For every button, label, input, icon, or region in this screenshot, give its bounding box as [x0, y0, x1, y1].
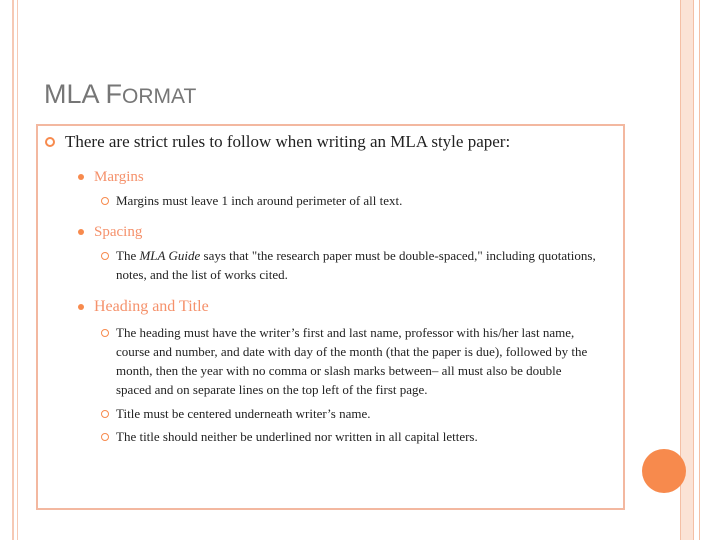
small-hollow-bullet-icon — [101, 197, 109, 205]
filled-circle-bullet-icon — [78, 304, 84, 310]
title-centered-rule: Title must be centered underneath writer’s name. — [116, 406, 371, 421]
spacing-rule-prefix: The — [116, 248, 140, 263]
filled-circle-bullet-icon — [78, 174, 84, 180]
heading-and-title-heading: Heading and Title — [94, 298, 209, 315]
intro-text: There are strict rules to follow when writing an MLA style paper: — [65, 132, 511, 151]
small-hollow-bullet-icon — [101, 252, 109, 260]
small-hollow-bullet-icon — [101, 410, 109, 418]
hollow-circle-bullet-icon — [45, 137, 55, 147]
left-decorative-rule — [12, 0, 14, 540]
slide-title-small-caps: ORMAT — [122, 85, 197, 108]
title-format-rule: The title should neither be underlined nor written in all capital letters. — [116, 429, 478, 444]
filled-circle-bullet-icon — [78, 229, 84, 235]
slide-title — [44, 76, 196, 108]
margins-rule: Margins must leave 1 inch around perimeter of all text. — [116, 193, 403, 208]
heading-rule: The heading must have the writer’s first and last name, professor with his/her last name, course and number, and date with day of the month (that the paper is due), followed by the month, then the year with no comma or slash marks between– all must also be double spaced and on separate lines on the top left of the first page. — [116, 325, 588, 397]
spacing-rule — [116, 246, 596, 284]
slide-title-cap: MLA F — [44, 79, 123, 109]
small-hollow-bullet-icon — [101, 433, 109, 441]
decorative-orange-circle — [642, 449, 686, 493]
spacing-rule-guide-title: MLA Guide — [139, 248, 201, 263]
spacing-rule-rest: says that "the research paper must be double-spaced," including quotations, notes, and the list of works cited. — [116, 248, 596, 282]
margins-heading: Margins — [94, 169, 144, 185]
small-hollow-bullet-icon — [101, 329, 109, 337]
right-decorative-line — [699, 0, 700, 540]
left-decorative-rule-thin — [17, 0, 18, 540]
spacing-heading: Spacing — [94, 224, 143, 240]
